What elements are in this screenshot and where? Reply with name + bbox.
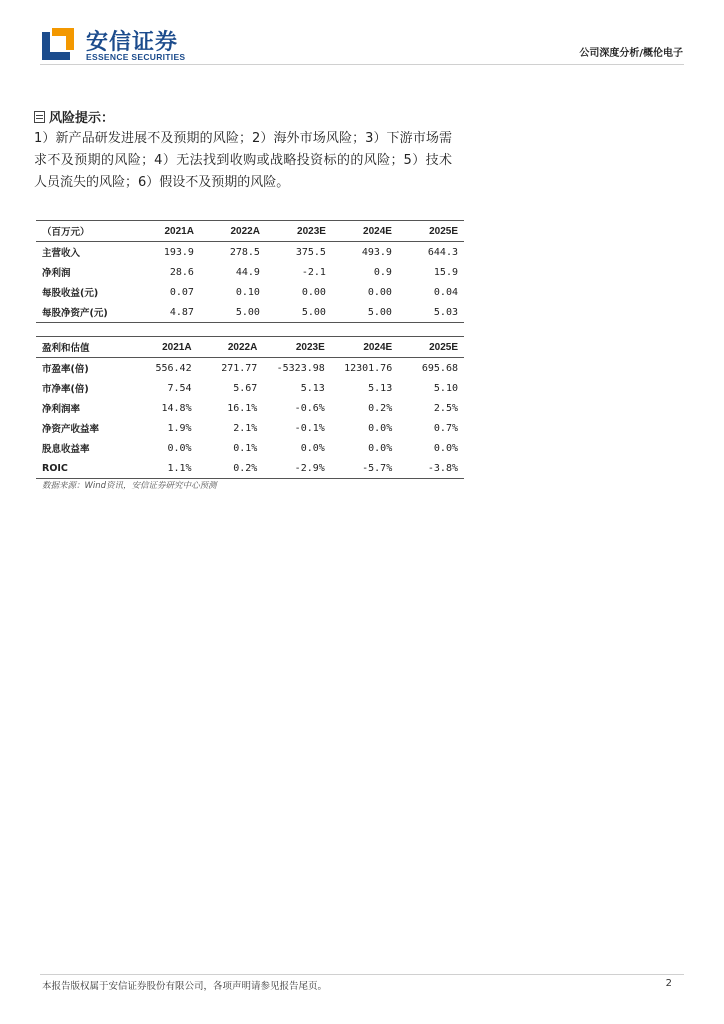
table-cell: 28.6 <box>169 266 194 278</box>
table-cell: 0.07 <box>169 286 194 298</box>
list-icon <box>34 111 45 123</box>
table-cell: 0.2% <box>196 458 262 479</box>
table-row <box>36 418 464 438</box>
table-cell: 5.13 <box>300 382 325 394</box>
table-header-cell: 2021A <box>132 337 196 358</box>
valuation-table <box>36 336 464 479</box>
table-cell: 0.7% <box>433 422 458 434</box>
table-cell: 14.8% <box>161 402 192 414</box>
table-cell: 44.9 <box>235 266 260 278</box>
table-cell: 0.1% <box>233 442 258 454</box>
table-row <box>36 358 464 379</box>
page-number: 2 <box>665 978 672 989</box>
table-cell: 644.3 <box>427 246 458 258</box>
table-header-cell: 2021A <box>134 221 198 242</box>
table-cell: 695.68 <box>421 362 458 374</box>
logo-text-cn: 安信证券 <box>86 30 179 55</box>
financial-table <box>36 220 464 323</box>
table-header-cell: 2024E <box>329 337 396 358</box>
table-cell: 0.00 <box>301 286 326 298</box>
table-cell: 0.04 <box>433 286 458 298</box>
table-cell: 493.9 <box>361 246 392 258</box>
table-cell: 271.77 <box>221 362 258 374</box>
risk-body: 1）新产品研发进展不及预期的风险；2）海外市场风险；3）下游市场需求不及预期的风险；4）无法找到收购或战略投资标的的风险；5）技术人员流失的风险；6）假设不及预期的风险。 <box>34 131 452 190</box>
row-label: 净利润率 <box>42 404 81 415</box>
table-cell: 0.2% <box>368 402 393 414</box>
table-cell: 5.00 <box>330 302 396 323</box>
table-cell: 15.9 <box>433 266 458 278</box>
footer-disclaimer: 本报告版权属于安信证券股份有限公司，各项声明请参见报告尾页。 <box>42 981 328 992</box>
table-cell: -2.1 <box>301 266 326 278</box>
table-cell: 1.9% <box>167 422 192 434</box>
table-cell: 1.1% <box>132 458 196 479</box>
header-divider <box>40 64 684 65</box>
table-cell: -5.7% <box>329 458 396 479</box>
table-cell: 5.13 <box>368 382 393 394</box>
table-cell: 16.1% <box>227 402 258 414</box>
table-cell: 0.00 <box>367 286 392 298</box>
table-cell: -0.1% <box>294 422 325 434</box>
company-logo <box>40 24 190 64</box>
data-source-note: 数据来源：Wind资讯，安信证券研究中心预测 <box>42 481 217 491</box>
table-cell: 0.0% <box>433 442 458 454</box>
table-header-cell: 盈利和估值 <box>36 337 132 358</box>
table-cell: 4.87 <box>134 302 198 323</box>
table-cell: 12301.76 <box>344 362 393 374</box>
table-cell: 2.1% <box>233 422 258 434</box>
table-cell: 0.0% <box>167 442 192 454</box>
table-cell: 5.10 <box>433 382 458 394</box>
table-cell: 5.03 <box>396 302 464 323</box>
table-cell: 193.9 <box>163 246 194 258</box>
table-header-row <box>36 337 464 358</box>
row-label: 市净率(倍) <box>42 384 89 395</box>
table-cell: -3.8% <box>396 458 464 479</box>
table-header-cell: 2025E <box>396 221 464 242</box>
logo-text-en: ESSENCE SECURITIES <box>86 52 186 62</box>
risk-title-text: 风险提示： <box>49 111 115 126</box>
table-cell: 0.10 <box>235 286 260 298</box>
row-label: 主营收入 <box>42 248 81 259</box>
table-cell: 0.0% <box>368 442 393 454</box>
row-label: 净资产收益率 <box>42 424 100 435</box>
table-header-row <box>36 221 464 242</box>
row-label: 每股净资产(元) <box>36 302 134 323</box>
row-label: 每股收益(元) <box>42 288 99 299</box>
table-header-cell: 2023E <box>261 337 328 358</box>
table-row <box>36 438 464 458</box>
table-cell: 5.00 <box>264 302 330 323</box>
table-cell: 2.5% <box>433 402 458 414</box>
table-cell: 5.67 <box>233 382 258 394</box>
table-header-cell: 2022A <box>196 337 262 358</box>
table-cell: -5323.98 <box>276 362 325 374</box>
table-header-cell: 2025E <box>396 337 464 358</box>
table-cell: 5.00 <box>198 302 264 323</box>
table-row <box>36 242 464 263</box>
table-cell: 556.42 <box>155 362 192 374</box>
table-header-cell: 2022A <box>198 221 264 242</box>
table-cell: 0.9 <box>373 266 392 278</box>
table-header-cell: （百万元） <box>36 221 134 242</box>
table-row <box>36 398 464 418</box>
table-cell: 375.5 <box>295 246 326 258</box>
table-header-cell: 2023E <box>264 221 330 242</box>
report-type: 公司深度分析/概伦电子 <box>579 48 683 59</box>
logo-mark-icon <box>40 26 76 62</box>
table-cell: -0.6% <box>294 402 325 414</box>
table-cell: 7.54 <box>167 382 192 394</box>
row-label: 净利润 <box>42 268 71 279</box>
table-row <box>36 378 464 398</box>
table-row <box>36 282 464 302</box>
table-row <box>36 302 464 323</box>
table-cell: -2.9% <box>261 458 328 479</box>
table-cell: 278.5 <box>229 246 260 258</box>
table-row <box>36 262 464 282</box>
footer-divider <box>40 974 684 975</box>
risk-title <box>34 107 114 126</box>
table-cell: 0.0% <box>368 422 393 434</box>
row-label: 市盈率(倍) <box>42 364 89 375</box>
row-label: ROIC <box>36 458 132 479</box>
table-row <box>36 458 464 479</box>
row-label: 股息收益率 <box>42 444 90 455</box>
table-cell: 0.0% <box>300 442 325 454</box>
table-header-cell: 2024E <box>330 221 396 242</box>
